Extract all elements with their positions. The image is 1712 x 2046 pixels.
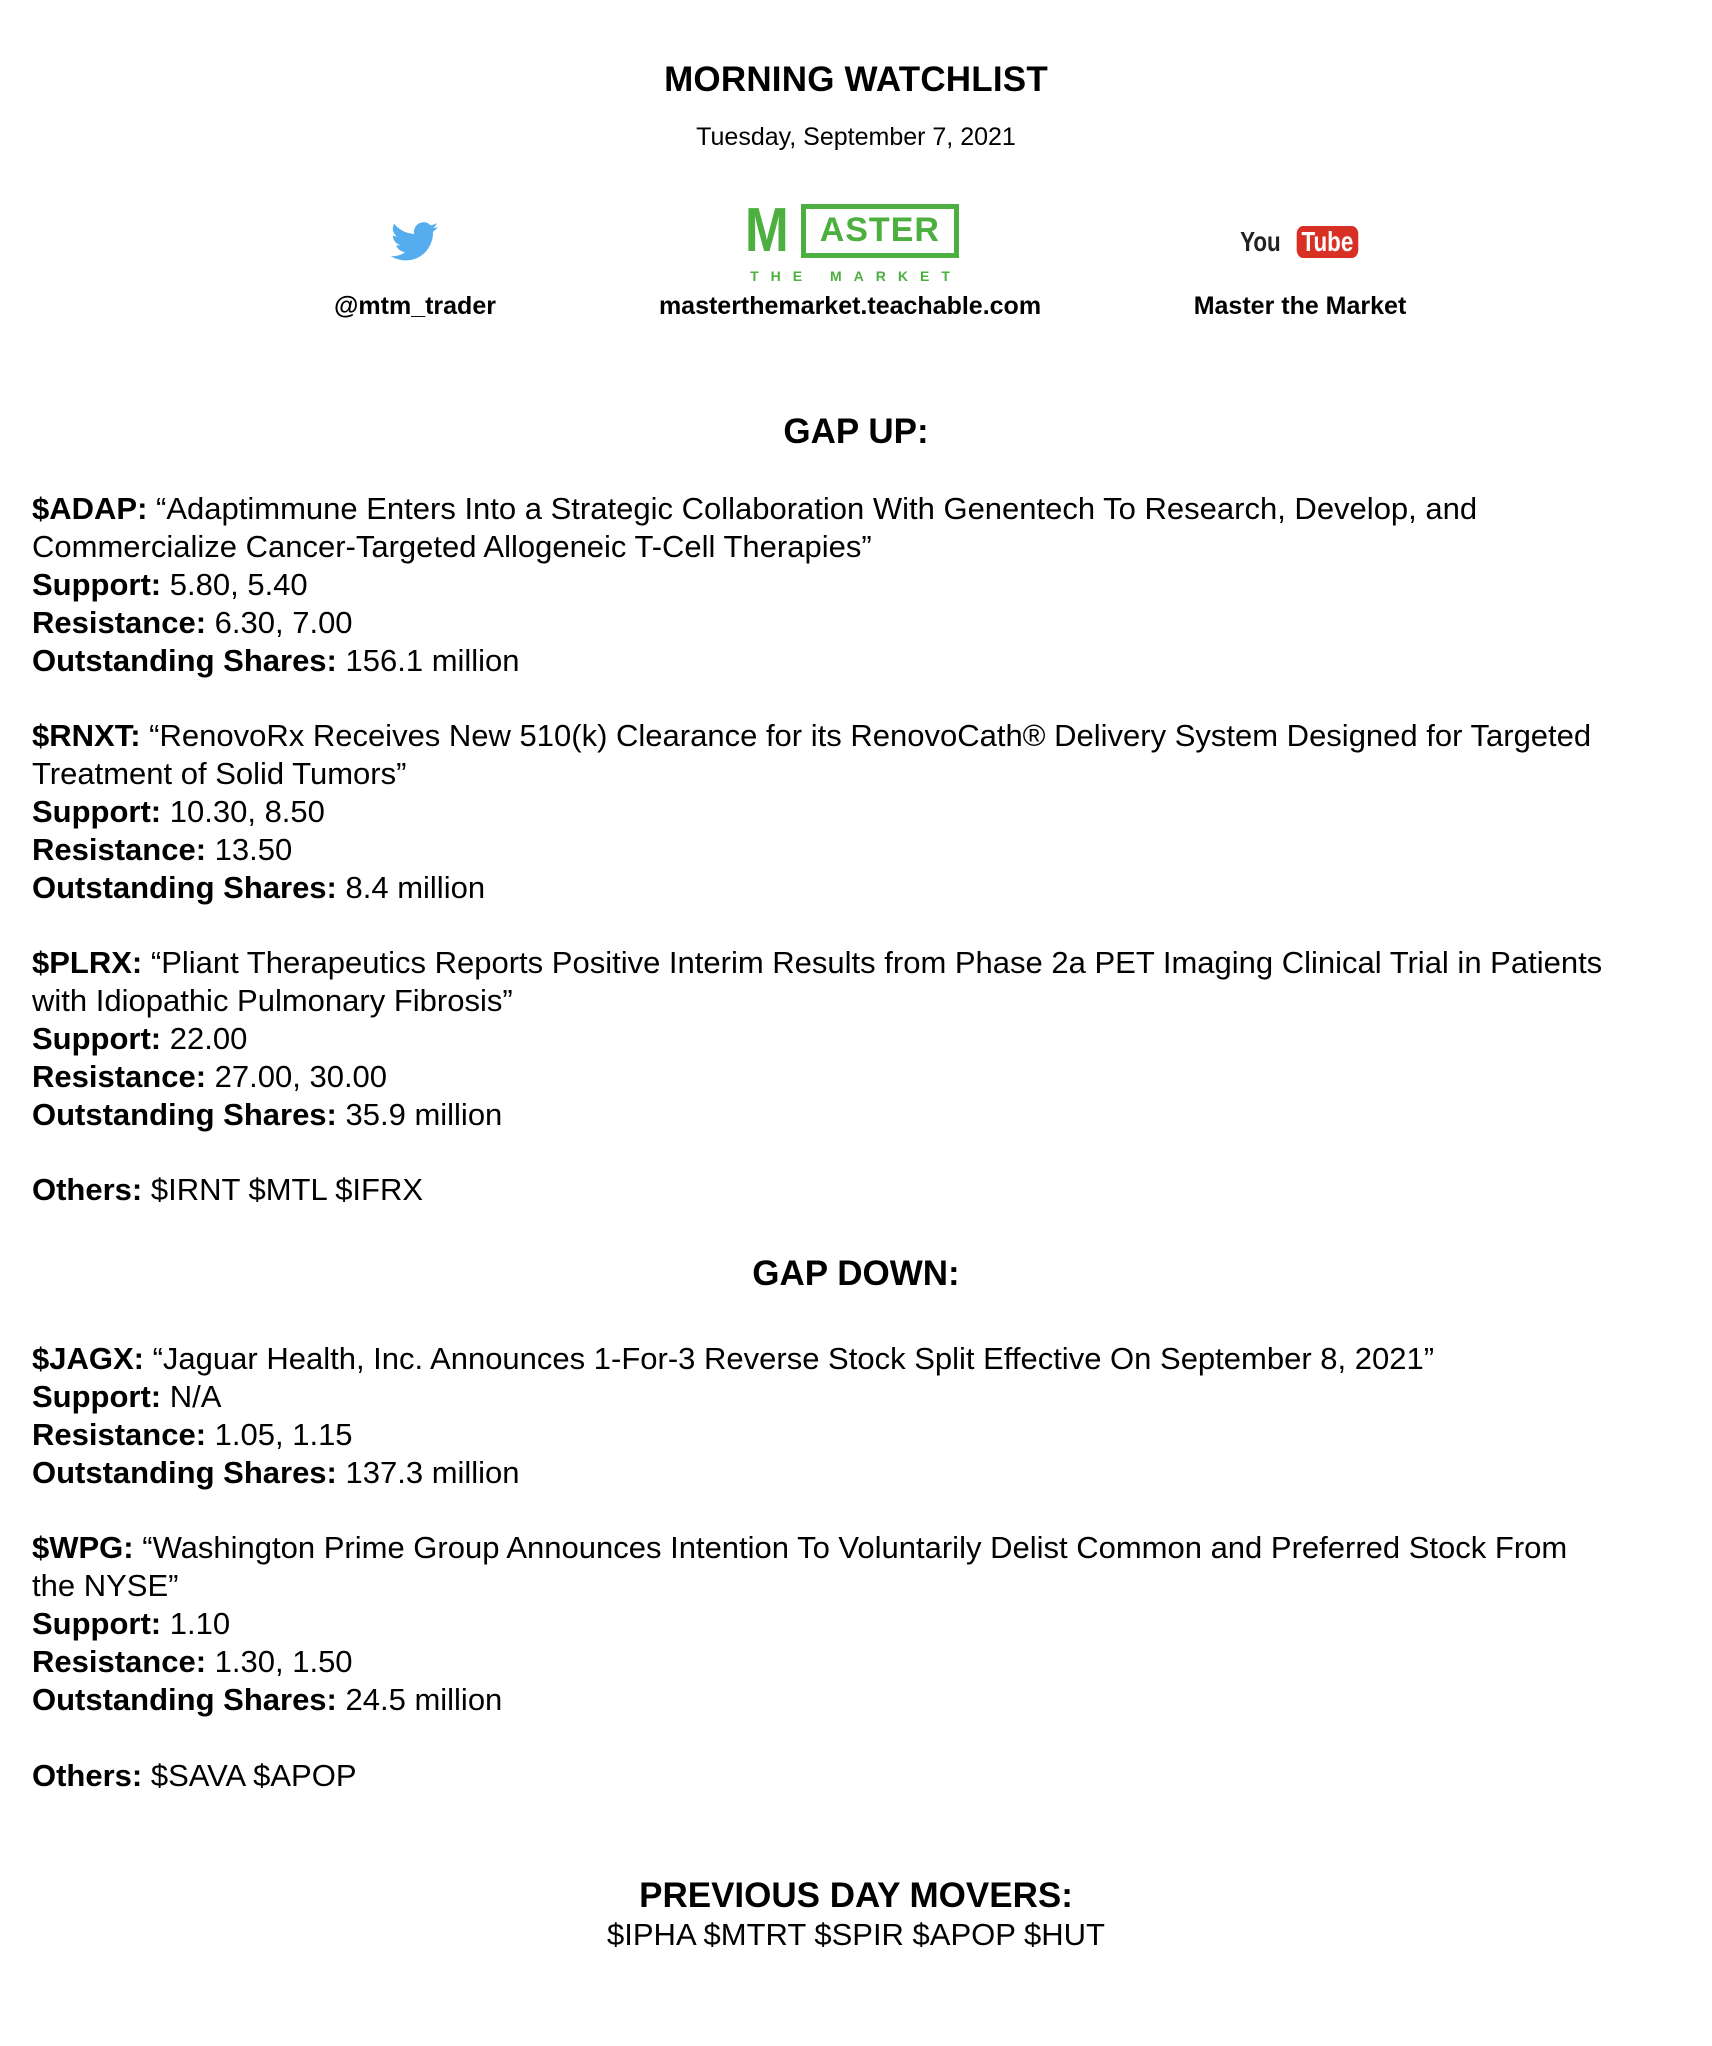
resistance-value: 6.30, 7.00 xyxy=(214,605,353,640)
resistance-value: 27.00, 30.00 xyxy=(214,1059,388,1094)
stock-ticker: $ADAP: xyxy=(32,491,148,526)
others-label: Others: xyxy=(32,1758,143,1793)
shares-value: 35.9 million xyxy=(345,1097,503,1132)
shares-row: Outstanding Shares: 24.5 million xyxy=(32,1682,503,1717)
youtube-channel[interactable]: Master the Market xyxy=(1193,292,1407,320)
stock-headline-cont: Treatment of Solid Tumors” xyxy=(32,756,407,791)
resistance-row: Resistance: 27.00, 30.00 xyxy=(32,1059,388,1094)
others-tickers: $SAVA $APOP xyxy=(150,1758,357,1793)
support-value: 22.00 xyxy=(169,1021,248,1056)
page-title: MORNING WATCHLIST xyxy=(664,60,1048,99)
logo-subtitle: THE MARKET xyxy=(750,268,962,284)
stock-ticker: $PLRX: xyxy=(32,945,143,980)
support-value: 1.10 xyxy=(169,1606,231,1641)
stock-entry-rnxt xyxy=(32,717,1682,907)
resistance-row: Resistance: 6.30, 7.00 xyxy=(32,605,353,640)
shares-value: 8.4 million xyxy=(345,870,486,905)
support-row: Support: 22.00 xyxy=(32,1021,248,1056)
resistance-value: 13.50 xyxy=(214,832,293,867)
support-row: Support: 10.30, 8.50 xyxy=(32,794,325,829)
master-the-market-logo[interactable] xyxy=(738,196,962,284)
stock-headline: $WPG: “Washington Prime Group Announces Intention To Voluntarily Delist Common and Preferred Stock From xyxy=(32,1530,1568,1565)
support-row: Support: N/A xyxy=(32,1379,222,1414)
stock-headline-cont: with Idiopathic Pulmonary Fibrosis” xyxy=(32,983,513,1018)
gap-up-others xyxy=(32,1171,1682,1209)
logo-word: ASTER xyxy=(801,204,959,257)
stock-entry-wpg xyxy=(32,1529,1682,1719)
stock-headline-cont: the NYSE” xyxy=(32,1568,179,1603)
site-link[interactable] xyxy=(600,192,1100,321)
stock-ticker: $RNXT: xyxy=(32,718,141,753)
shares-value: 156.1 million xyxy=(345,643,520,678)
stock-entry-plrx xyxy=(32,944,1682,1134)
twitter-handle[interactable]: @mtm_trader xyxy=(334,292,496,320)
shares-value: 137.3 million xyxy=(345,1455,520,1490)
stock-entry-jagx xyxy=(32,1340,1682,1492)
support-row: Support: 1.10 xyxy=(32,1606,231,1641)
stock-entry-adap xyxy=(32,490,1682,680)
stock-headline: $ADAP: “Adaptimmune Enters Into a Strategic Collaboration With Genentech To Research, Develop, and xyxy=(32,491,1478,526)
youtube-logo-you: You xyxy=(1239,226,1281,257)
youtube-logo-tube: Tube xyxy=(1296,226,1357,258)
support-row: Support: 5.80, 5.40 xyxy=(32,567,308,602)
stock-ticker: $JAGX: xyxy=(32,1341,144,1376)
support-value: 5.80, 5.40 xyxy=(169,567,308,602)
page-date: Tuesday, September 7, 2021 xyxy=(696,123,1016,151)
resistance-value: 1.30, 1.50 xyxy=(214,1644,353,1679)
stock-headline: $JAGX: “Jaguar Health, Inc. Announces 1-For-3 Reverse Stock Split Effective On September 8, 2021” xyxy=(32,1341,1435,1376)
twitter-bird-icon[interactable] xyxy=(391,222,439,262)
logo-letter: M xyxy=(744,196,789,265)
shares-value: 24.5 million xyxy=(345,1682,503,1717)
stock-headline-cont: Commercialize Cancer-Targeted Allogeneic T-Cell Therapies” xyxy=(32,529,872,564)
shares-row: Outstanding Shares: 156.1 million xyxy=(32,643,520,678)
resistance-row: Resistance: 1.05, 1.15 xyxy=(32,1417,353,1452)
site-url[interactable]: masterthemarket.teachable.com xyxy=(658,292,1042,320)
shares-row: Outstanding Shares: 137.3 million xyxy=(32,1455,520,1490)
shares-row: Outstanding Shares: 35.9 million xyxy=(32,1097,503,1132)
resistance-value: 1.05, 1.15 xyxy=(214,1417,353,1452)
others-tickers: $IRNT $MTL $IFRX xyxy=(150,1172,424,1207)
support-value: 10.30, 8.50 xyxy=(169,794,325,829)
stock-headline: $RNXT: “RenovoRx Receives New 510(k) Clearance for its RenovoCath® Delivery System Designed for Targeted xyxy=(32,718,1592,753)
social-links xyxy=(0,192,1712,332)
stock-headline: $PLRX: “Pliant Therapeutics Reports Positive Interim Results from Phase 2a PET Imaging Clinical Trial in Patients xyxy=(32,945,1603,980)
twitter-link[interactable] xyxy=(280,192,550,321)
youtube-logo-icon[interactable] xyxy=(1235,226,1366,258)
resistance-row: Resistance: 1.30, 1.50 xyxy=(32,1644,353,1679)
others-label: Others: xyxy=(32,1172,143,1207)
stock-ticker: $WPG: xyxy=(32,1530,134,1565)
previous-day-movers-heading: PREVIOUS DAY MOVERS: xyxy=(639,1876,1073,1915)
gap-down-others xyxy=(32,1757,1682,1795)
gap-down-heading: GAP DOWN: xyxy=(752,1254,960,1293)
gap-up-heading: GAP UP: xyxy=(783,412,929,451)
support-value: N/A xyxy=(169,1379,222,1414)
youtube-link[interactable] xyxy=(1150,192,1450,321)
shares-row: Outstanding Shares: 8.4 million xyxy=(32,870,486,905)
resistance-row: Resistance: 13.50 xyxy=(32,832,293,867)
previous-day-movers-list: $IPHA $MTRT $SPIR $APOP $HUT xyxy=(607,1917,1105,1952)
